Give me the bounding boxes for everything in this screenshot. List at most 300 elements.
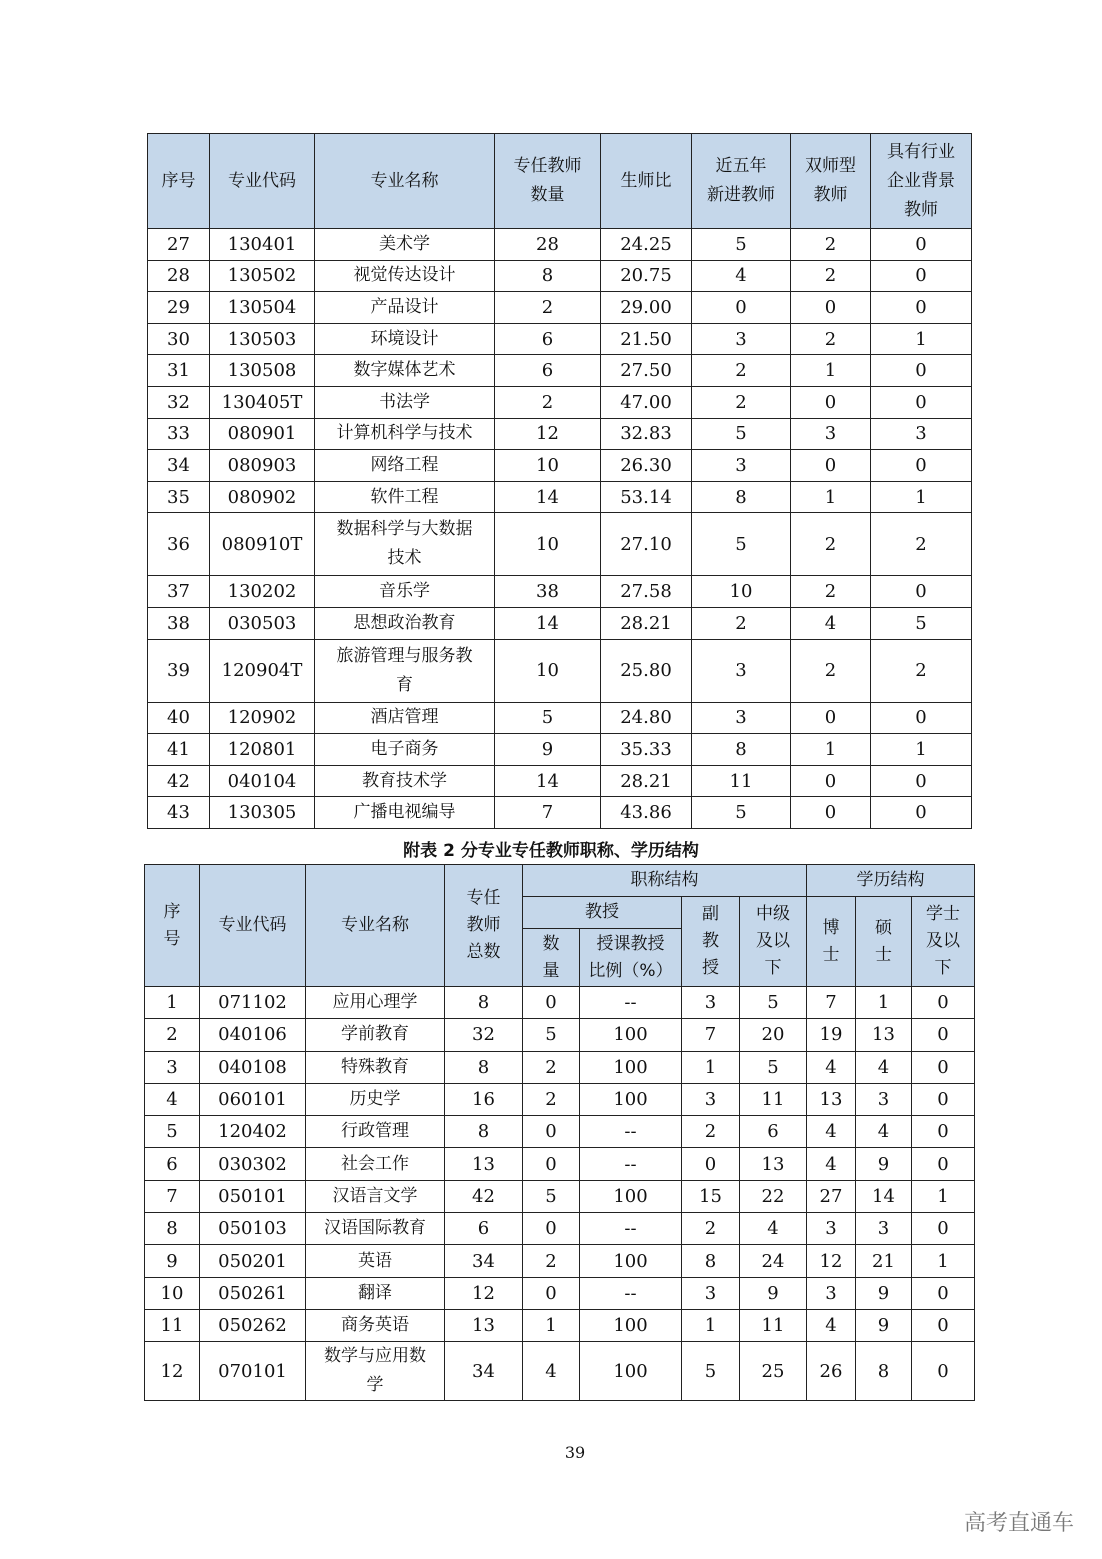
- table-cell: 3: [791, 418, 871, 450]
- header-bachelor: 学士 及以 下: [912, 897, 975, 987]
- table-row: [145, 1245, 975, 1277]
- table-cell: 42: [445, 1180, 523, 1212]
- table-cell: 100: [580, 1309, 682, 1341]
- table-cell: 12: [495, 418, 601, 450]
- table-cell: 1: [912, 1245, 975, 1277]
- table-cell: 1: [871, 734, 972, 766]
- table-cell: 2: [791, 323, 871, 355]
- table-cell: 13: [856, 1019, 912, 1051]
- table-cell: 050101: [200, 1180, 306, 1212]
- table-cell: 3: [856, 1083, 912, 1115]
- table-cell: 19: [807, 1019, 856, 1051]
- table-cell: 130504: [210, 292, 315, 324]
- header-teacher-count: 专任教师 数量: [495, 134, 601, 229]
- table-cell: 9: [856, 1277, 912, 1309]
- table-cell: 1: [791, 734, 871, 766]
- table-cell: 080901: [210, 418, 315, 450]
- table-cell: 数字媒体艺术: [315, 355, 495, 387]
- table-cell: 34: [445, 1342, 523, 1401]
- table-cell: 0: [791, 765, 871, 797]
- table-cell: 21: [856, 1245, 912, 1277]
- table-cell: --: [580, 1116, 682, 1148]
- table1-header-row: [148, 134, 972, 229]
- table-cell: 40: [148, 702, 210, 734]
- table-cell: 5: [523, 1180, 580, 1212]
- table-cell: 软件工程: [315, 481, 495, 513]
- table-cell: 28.21: [601, 765, 692, 797]
- header-seq: 序 号: [145, 865, 200, 987]
- table-cell: 2: [495, 292, 601, 324]
- table-cell: 计算机科学与技术: [315, 418, 495, 450]
- table-cell: 电子商务: [315, 734, 495, 766]
- table-cell: 27.58: [601, 576, 692, 608]
- table-cell: 100: [580, 1245, 682, 1277]
- table-cell: 2: [523, 1245, 580, 1277]
- table-cell: 0: [871, 355, 972, 387]
- table-cell: 0: [871, 386, 972, 418]
- page-number: 39: [564, 1443, 586, 1462]
- table-cell: 3: [682, 1277, 740, 1309]
- table-cell: 2: [791, 260, 871, 292]
- table-row: [145, 1116, 975, 1148]
- table-cell: 5: [740, 987, 807, 1019]
- table-cell: 100: [580, 1019, 682, 1051]
- table-cell: 130405T: [210, 386, 315, 418]
- table-cell: 3: [692, 323, 791, 355]
- table-cell: 20.75: [601, 260, 692, 292]
- table-cell: 1: [523, 1309, 580, 1341]
- table-cell: 1: [682, 1309, 740, 1341]
- table-row: [148, 607, 972, 639]
- table-cell: 12: [807, 1245, 856, 1277]
- table-cell: 0: [871, 765, 972, 797]
- header-title-structure: 职称结构: [523, 865, 807, 897]
- table-cell: 9: [495, 734, 601, 766]
- table-cell: 4: [856, 1051, 912, 1083]
- table-cell: 13: [445, 1309, 523, 1341]
- table-row: [145, 1180, 975, 1212]
- table-cell: 29: [148, 292, 210, 324]
- table-row: [145, 987, 975, 1019]
- table-cell: 1: [791, 481, 871, 513]
- table-cell: 050262: [200, 1309, 306, 1341]
- table-cell: 0: [791, 450, 871, 482]
- table-cell: 6: [495, 323, 601, 355]
- table-cell: 26.30: [601, 450, 692, 482]
- table-cell: 050201: [200, 1245, 306, 1277]
- table-cell: 42: [148, 765, 210, 797]
- table-cell: 5: [495, 702, 601, 734]
- table2-caption: 附表 2 分专业专任教师职称、学历结构: [403, 841, 699, 861]
- table-cell: 思想政治教育: [315, 607, 495, 639]
- table-cell: 4: [807, 1116, 856, 1148]
- table-cell: 33: [148, 418, 210, 450]
- table-cell: 5: [740, 1051, 807, 1083]
- table-cell: 2: [791, 229, 871, 261]
- table-cell: 0: [912, 987, 975, 1019]
- table-cell: 2: [791, 639, 871, 702]
- header-associate: 副 教 授: [682, 897, 740, 987]
- table-cell: 汉语国际教育: [306, 1213, 445, 1245]
- table-cell: 0: [791, 292, 871, 324]
- table-cell: 0: [791, 386, 871, 418]
- table-cell: 7: [682, 1019, 740, 1051]
- table-cell: --: [580, 1277, 682, 1309]
- table-cell: 1: [871, 323, 972, 355]
- table-cell: 5: [682, 1342, 740, 1401]
- table1-body: [148, 229, 972, 829]
- table-cell: 28: [148, 260, 210, 292]
- table-cell: 5: [523, 1019, 580, 1051]
- header-code: 专业代码: [210, 134, 315, 229]
- table-cell: 历史学: [306, 1083, 445, 1115]
- table-row: [148, 481, 972, 513]
- table-cell: 28.21: [601, 607, 692, 639]
- table-cell: 24: [740, 1245, 807, 1277]
- table-cell: 3: [692, 639, 791, 702]
- table-cell: 酒店管理: [315, 702, 495, 734]
- header-student-teacher-ratio: 生师比: [601, 134, 692, 229]
- table-cell: 080910T: [210, 513, 315, 576]
- watermark: 高考直通车: [963, 1511, 1074, 1536]
- table-cell: 0: [912, 1309, 975, 1341]
- table-cell: --: [580, 987, 682, 1019]
- table2-header-row-1: [145, 865, 975, 897]
- table-cell: 7: [145, 1180, 200, 1212]
- table-cell: 广播电视编导: [315, 797, 495, 829]
- table-row: [148, 734, 972, 766]
- table-row: [145, 1309, 975, 1341]
- table-cell: 11: [740, 1309, 807, 1341]
- header-dual-qualified: 双师型 教师: [791, 134, 871, 229]
- table-cell: 41: [148, 734, 210, 766]
- table-cell: 100: [580, 1342, 682, 1401]
- table-cell: 网络工程: [315, 450, 495, 482]
- table-cell: 8: [445, 1116, 523, 1148]
- table-cell: 8: [682, 1245, 740, 1277]
- table-cell: 030302: [200, 1148, 306, 1180]
- table-cell: 商务英语: [306, 1309, 445, 1341]
- table-row: [145, 1342, 975, 1401]
- table-cell: 13: [807, 1083, 856, 1115]
- table-cell: 5: [692, 797, 791, 829]
- table-cell: 2: [871, 513, 972, 576]
- table-cell: 27.50: [601, 355, 692, 387]
- table-cell: 2: [145, 1019, 200, 1051]
- table-cell: 2: [682, 1116, 740, 1148]
- table-cell: 数据科学与大数据 技术: [315, 513, 495, 576]
- table-cell: 39: [148, 639, 210, 702]
- table-cell: 4: [145, 1083, 200, 1115]
- table-row: [145, 1019, 975, 1051]
- table-cell: 43: [148, 797, 210, 829]
- teacher-stats-table-1: [147, 133, 972, 829]
- table-cell: 1: [871, 481, 972, 513]
- table-cell: 0: [523, 1116, 580, 1148]
- table-cell: 10: [495, 450, 601, 482]
- table-cell: 16: [445, 1083, 523, 1115]
- table-cell: 学前教育: [306, 1019, 445, 1051]
- table-cell: 8: [445, 1051, 523, 1083]
- table-cell: 3: [807, 1277, 856, 1309]
- table-cell: 10: [495, 513, 601, 576]
- table-cell: 旅游管理与服务教 育: [315, 639, 495, 702]
- table-cell: 7: [495, 797, 601, 829]
- table-cell: 30: [148, 323, 210, 355]
- table-row: [145, 1051, 975, 1083]
- table-cell: 0: [791, 797, 871, 829]
- table-cell: 3: [807, 1213, 856, 1245]
- table-cell: 38: [495, 576, 601, 608]
- table-cell: 0: [912, 1019, 975, 1051]
- table-cell: 0: [682, 1148, 740, 1180]
- table-cell: 9: [145, 1245, 200, 1277]
- table-cell: 9: [856, 1309, 912, 1341]
- table-cell: 0: [871, 229, 972, 261]
- table-cell: 27: [148, 229, 210, 261]
- header-professor: 教授: [523, 897, 682, 929]
- table-cell: 070101: [200, 1342, 306, 1401]
- table-cell: 29.00: [601, 292, 692, 324]
- table-cell: 030503: [210, 607, 315, 639]
- table-cell: 特殊教育: [306, 1051, 445, 1083]
- table-cell: 0: [912, 1342, 975, 1401]
- table-cell: 3: [682, 987, 740, 1019]
- header-professor-count: 数 量: [523, 929, 580, 987]
- header-code: 专业代码: [200, 865, 306, 987]
- table-cell: 6: [445, 1213, 523, 1245]
- table-cell: 050261: [200, 1277, 306, 1309]
- table-cell: 0: [871, 576, 972, 608]
- table-cell: 10: [145, 1277, 200, 1309]
- table-row: [148, 229, 972, 261]
- header-intermediate: 中级 及以 下: [740, 897, 807, 987]
- table-cell: 1: [791, 355, 871, 387]
- table-cell: 4: [791, 607, 871, 639]
- table-cell: 英语: [306, 1245, 445, 1277]
- table-cell: 12: [145, 1342, 200, 1401]
- table-cell: 7: [807, 987, 856, 1019]
- table-cell: 0: [871, 702, 972, 734]
- table-cell: 2: [495, 386, 601, 418]
- table-cell: 6: [145, 1148, 200, 1180]
- table-cell: 32.83: [601, 418, 692, 450]
- table-cell: 34: [148, 450, 210, 482]
- table-row: [148, 765, 972, 797]
- table-cell: 25.80: [601, 639, 692, 702]
- table-cell: --: [580, 1213, 682, 1245]
- table-cell: 040106: [200, 1019, 306, 1051]
- table-cell: 53.14: [601, 481, 692, 513]
- table-cell: 35: [148, 481, 210, 513]
- table2-body: [145, 987, 975, 1401]
- table-cell: 120902: [210, 702, 315, 734]
- table-cell: 数学与应用数 学: [306, 1342, 445, 1401]
- table-cell: 4: [523, 1342, 580, 1401]
- table-cell: 12: [445, 1277, 523, 1309]
- table-cell: 翻译: [306, 1277, 445, 1309]
- table-cell: 5: [871, 607, 972, 639]
- table-cell: 32: [445, 1019, 523, 1051]
- table-cell: 2: [523, 1051, 580, 1083]
- table-cell: 0: [912, 1213, 975, 1245]
- table-cell: 14: [495, 481, 601, 513]
- table-cell: 14: [856, 1180, 912, 1212]
- header-name: 专业名称: [315, 134, 495, 229]
- table-cell: 音乐学: [315, 576, 495, 608]
- table-cell: 071102: [200, 987, 306, 1019]
- table-cell: 2: [682, 1213, 740, 1245]
- table-cell: 0: [912, 1277, 975, 1309]
- table-cell: 2: [791, 513, 871, 576]
- table-cell: 120904T: [210, 639, 315, 702]
- table-cell: 130401: [210, 229, 315, 261]
- table-cell: 4: [807, 1309, 856, 1341]
- table-cell: 行政管理: [306, 1116, 445, 1148]
- header-seq: 序号: [148, 134, 210, 229]
- table-row: [148, 797, 972, 829]
- table-cell: 130508: [210, 355, 315, 387]
- table-row: [145, 1148, 975, 1180]
- table-row: [148, 418, 972, 450]
- table-cell: 0: [912, 1148, 975, 1180]
- table-cell: 26: [807, 1342, 856, 1401]
- table-cell: 8: [856, 1342, 912, 1401]
- table-cell: 5: [145, 1116, 200, 1148]
- table-cell: 35.33: [601, 734, 692, 766]
- table-cell: 10: [495, 639, 601, 702]
- table-cell: 1: [856, 987, 912, 1019]
- table-cell: 0: [871, 797, 972, 829]
- table-cell: 31: [148, 355, 210, 387]
- table-cell: 0: [912, 1083, 975, 1115]
- table-cell: 2: [692, 355, 791, 387]
- table-cell: 47.00: [601, 386, 692, 418]
- table-cell: 0: [523, 1148, 580, 1180]
- table-row: [148, 513, 972, 576]
- table-row: [148, 576, 972, 608]
- table-cell: 2: [692, 607, 791, 639]
- table-cell: 0: [791, 702, 871, 734]
- table-cell: 3: [871, 418, 972, 450]
- table-row: [148, 450, 972, 482]
- table-cell: 13: [740, 1148, 807, 1180]
- table-cell: 130202: [210, 576, 315, 608]
- table-cell: 0: [692, 292, 791, 324]
- table-cell: 书法学: [315, 386, 495, 418]
- table-cell: 8: [145, 1213, 200, 1245]
- table-cell: 0: [523, 1213, 580, 1245]
- table-cell: 应用心理学: [306, 987, 445, 1019]
- table-cell: 13: [445, 1148, 523, 1180]
- header-master: 硕 士: [856, 897, 912, 987]
- table-row: [145, 1277, 975, 1309]
- table-cell: 汉语言文学: [306, 1180, 445, 1212]
- table-cell: 11: [740, 1083, 807, 1115]
- header-new-teachers: 近五年 新进教师: [692, 134, 791, 229]
- table-cell: 28: [495, 229, 601, 261]
- table-row: [148, 260, 972, 292]
- table-cell: 9: [740, 1277, 807, 1309]
- table-cell: 2: [692, 386, 791, 418]
- table-cell: 6: [740, 1116, 807, 1148]
- table-cell: 0: [912, 1116, 975, 1148]
- table-row: [148, 292, 972, 324]
- table-cell: 0: [523, 987, 580, 1019]
- table-cell: 100: [580, 1083, 682, 1115]
- table-cell: 4: [692, 260, 791, 292]
- table-cell: 1: [912, 1180, 975, 1212]
- header-name: 专业名称: [306, 865, 445, 987]
- table-cell: 130503: [210, 323, 315, 355]
- table-cell: 43.86: [601, 797, 692, 829]
- table-cell: 2: [523, 1083, 580, 1115]
- table-cell: 产品设计: [315, 292, 495, 324]
- table-cell: 120801: [210, 734, 315, 766]
- header-degree-structure: 学历结构: [807, 865, 975, 897]
- table-cell: 120402: [200, 1116, 306, 1148]
- table-cell: 4: [856, 1116, 912, 1148]
- table-cell: 20: [740, 1019, 807, 1051]
- table-cell: 0: [871, 450, 972, 482]
- table-cell: 6: [495, 355, 601, 387]
- header-total: 专任 教师 总数: [445, 865, 523, 987]
- table-cell: 0: [871, 260, 972, 292]
- table-cell: 27.10: [601, 513, 692, 576]
- table-cell: 环境设计: [315, 323, 495, 355]
- table-cell: 11: [145, 1309, 200, 1341]
- table-cell: 130502: [210, 260, 315, 292]
- table-cell: 25: [740, 1342, 807, 1401]
- table-cell: 14: [495, 607, 601, 639]
- table-cell: 130305: [210, 797, 315, 829]
- header-professor-ratio: 授课教授 比例（%）: [580, 929, 682, 987]
- table-cell: 040104: [210, 765, 315, 797]
- table-cell: 38: [148, 607, 210, 639]
- table-cell: 3: [692, 450, 791, 482]
- table-cell: 24.80: [601, 702, 692, 734]
- table-cell: 36: [148, 513, 210, 576]
- table-cell: 0: [912, 1051, 975, 1083]
- table-row: [148, 386, 972, 418]
- table-cell: 5: [692, 229, 791, 261]
- table-cell: 22: [740, 1180, 807, 1212]
- table-cell: 2: [791, 576, 871, 608]
- table-cell: 21.50: [601, 323, 692, 355]
- table-cell: 8: [692, 734, 791, 766]
- table-cell: 4: [740, 1213, 807, 1245]
- table-cell: 040108: [200, 1051, 306, 1083]
- table-cell: 32: [148, 386, 210, 418]
- table-row: [145, 1213, 975, 1245]
- table-cell: 24.25: [601, 229, 692, 261]
- table-cell: 060101: [200, 1083, 306, 1115]
- header-doctor: 博 士: [807, 897, 856, 987]
- table-cell: 27: [807, 1180, 856, 1212]
- table-cell: 5: [692, 418, 791, 450]
- table-cell: 8: [692, 481, 791, 513]
- table-row: [148, 702, 972, 734]
- table-cell: 100: [580, 1051, 682, 1083]
- table-row: [148, 323, 972, 355]
- table-cell: 15: [682, 1180, 740, 1212]
- table-cell: 10: [692, 576, 791, 608]
- table-cell: 3: [145, 1051, 200, 1083]
- table-cell: 4: [807, 1051, 856, 1083]
- table-cell: --: [580, 1148, 682, 1180]
- table-cell: 9: [856, 1148, 912, 1180]
- table-cell: 0: [523, 1277, 580, 1309]
